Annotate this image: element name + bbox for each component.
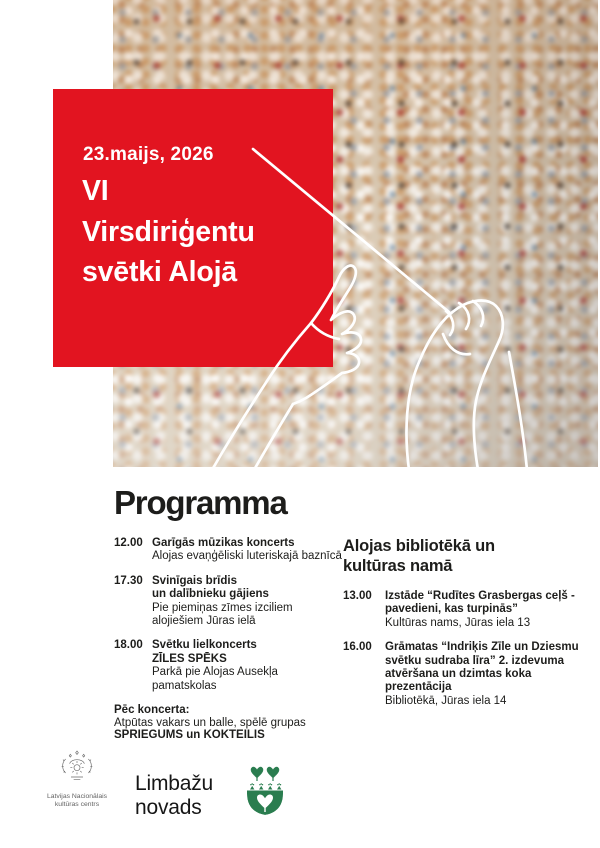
venue-heading-line-2: kultūras namā [343, 556, 453, 575]
poster-title-line-2: Virsdiriģentu [82, 215, 255, 248]
event-details [152, 537, 342, 564]
event-details [385, 590, 575, 630]
venue-heading-line-1: Alojas bibliotēkā un [343, 537, 495, 555]
event-location: Bibliotēkā, Jūras iela 14 [385, 694, 507, 707]
program-heading: Programma [114, 484, 287, 521]
event-row [114, 575, 349, 629]
event-title: prezentācija [385, 681, 452, 694]
event-title: Garīgās mūzikas koncerts [152, 537, 295, 549]
aloja-coat-of-arms-icon [246, 764, 284, 816]
event-location: Alojas evaņģēliski luteriskajā baznīcā [152, 550, 342, 563]
poster-title [82, 171, 255, 293]
lnkc-logo [44, 744, 110, 808]
lnkc-caption [44, 793, 110, 808]
event-time: 16.00 [343, 641, 372, 654]
event-title: un dalībnieku gājiens [152, 588, 269, 601]
event-location: pamatskolas [152, 679, 217, 692]
after-concert-heading: Pēc koncerta: [114, 704, 190, 717]
event-location: Parkā pie Alojas Ausekļa [152, 666, 278, 679]
program-right-column [343, 537, 591, 719]
event-location: Kultūras nams, Jūras iela 13 [385, 616, 531, 629]
event-location: alojiešiem Jūras ielā [152, 615, 256, 628]
event-details [152, 639, 278, 693]
lnkc-caption-line-2: kultūras centrs [54, 800, 100, 808]
limbazu-novads-line-2: novads [135, 796, 202, 819]
event-row [114, 639, 349, 693]
limbazu-novads-logo [135, 772, 213, 820]
event-date: 23.maijs, 2026 [83, 144, 214, 165]
after-concert-line: Atpūtas vakars un balle, spēlē grupas [114, 716, 306, 729]
event-title: svētku sudraba līra” 2. izdevuma [385, 654, 564, 667]
program-left-column [114, 537, 349, 742]
after-concert-note [114, 704, 349, 742]
event-time: 18.00 [114, 639, 143, 652]
event-time: 17.30 [114, 574, 143, 587]
event-row [114, 537, 349, 564]
event-details [152, 575, 293, 629]
poster-title-line-1: VI [82, 175, 109, 207]
event-time: 12.00 [114, 537, 143, 549]
event-title: Izstāde “Rudītes Grasbergas ceļš - [385, 590, 575, 602]
event-row [343, 641, 591, 708]
event-title: pavedieni, kas turpinās” [385, 603, 518, 616]
event-title: atvēršana un dzimtas koka [385, 668, 532, 681]
lnkc-emblem-icon [57, 744, 97, 786]
event-title: ZĪLES SPĒKS [152, 652, 227, 665]
limbazu-novads-line-1: Limbažu [135, 772, 213, 795]
event-time: 13.00 [343, 590, 372, 602]
hero-red-panel [53, 89, 333, 367]
lnkc-caption-line-1: Latvijas Nacionālais [46, 793, 108, 800]
event-title: Svinīgais brīdis [152, 574, 237, 587]
event-title: Svētku lielkoncerts [152, 639, 257, 652]
poster-title-line-3: svētki Alojā [82, 256, 237, 288]
event-title: Grāmatas “Indriķis Zīle un Dziesmu [385, 641, 579, 654]
event-row [343, 590, 591, 630]
event-location: Pie piemiņas zīmes izciliem [152, 601, 293, 614]
after-concert-bands: SPRIEGUMS un KOKTEILIS [114, 729, 265, 742]
venue-heading [343, 537, 591, 576]
event-details [385, 641, 579, 708]
